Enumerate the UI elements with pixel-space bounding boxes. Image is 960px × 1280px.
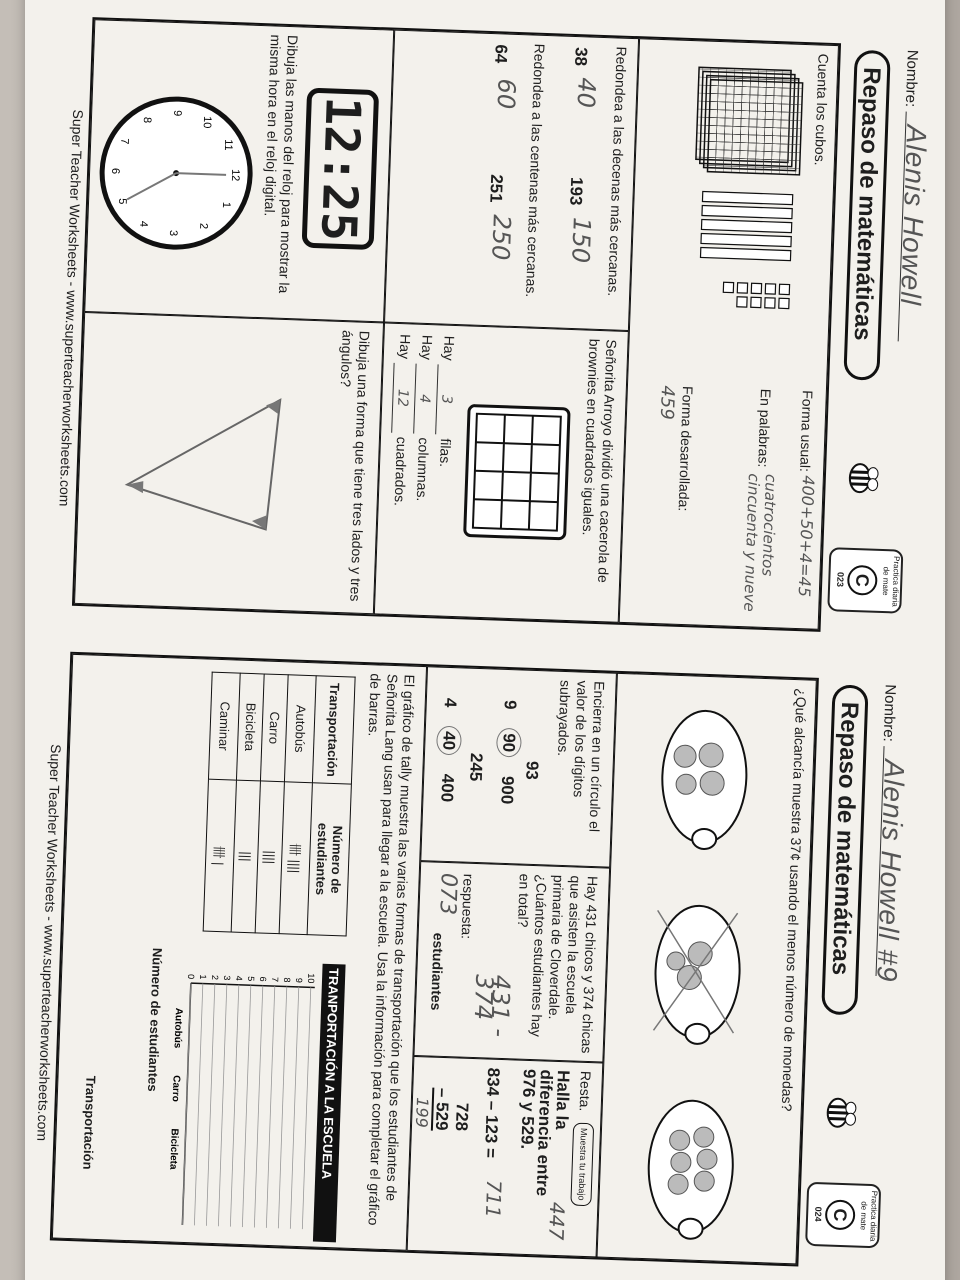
hundreds-prompt: Redondea a las centenas más cercanas. <box>522 43 548 298</box>
place-value-prompt: Encierra en un círculo el valor de los dígitos subrayados. <box>554 679 608 833</box>
tally-marks: ||| <box>231 780 260 933</box>
cols-post: columnas. <box>413 437 433 502</box>
shape-prompt: Dibuja una forma que tiene tres lados y tres ángulos? <box>337 329 373 602</box>
student-name: Alenis Howell <box>894 124 933 307</box>
tally-mode: Autobús <box>284 675 316 783</box>
option-245-1: 40 <box>436 726 462 756</box>
y-tick-label: 3 <box>221 975 233 981</box>
hundreds-answer-1: 60 <box>491 78 521 110</box>
rows-answer: 3 <box>435 364 455 435</box>
count-cubes-prompt: Cuenta los cubos. <box>811 53 832 166</box>
tally-mode: Bicicleta <box>236 673 264 781</box>
clock-number: 9 <box>171 109 184 117</box>
clock-number: 2 <box>197 222 210 230</box>
count-cubes-section <box>619 38 839 630</box>
show-work-badge: Muestra tu trabajo <box>570 1123 594 1206</box>
students-section <box>413 861 610 1063</box>
x-tick-label: Bicicleta <box>167 1128 180 1170</box>
subtract-problem-1: 834 – 123 = <box>480 1067 504 1159</box>
cols-line <box>411 335 436 502</box>
option-93-2: 900 <box>497 775 518 805</box>
words-answer: cuatrocientos cincuenta y nueve <box>740 473 780 612</box>
y-tick-label: 4 <box>233 975 245 981</box>
bee-icon <box>841 458 882 499</box>
grid-line <box>302 987 310 1229</box>
x-tick-label: Autobús <box>171 1007 184 1049</box>
squares-answer: 12 <box>391 363 411 434</box>
option-93-1: 90 <box>496 728 522 758</box>
badge-number: 023 <box>835 571 846 588</box>
option-93-0: 9 <box>500 699 520 710</box>
tally-marks: 卌 |||| <box>279 782 312 935</box>
tally-prompt: El gráfico de tally muestra las varias formas de transportación que los estudiantes de Señorita Lang usan para llegar a la escuela. Usa la información para completar el gráfico de barras. <box>365 673 418 1226</box>
grid-line <box>218 984 226 1226</box>
tens-answer-2: 150 <box>566 216 596 264</box>
tally-marks: |||| <box>255 781 284 934</box>
clock-section <box>84 19 394 322</box>
subtraction-section <box>407 1056 604 1258</box>
subtract-answer-1: 711 <box>480 1179 507 1219</box>
grid-line <box>266 986 274 1228</box>
problem-grid-2 <box>50 652 819 1267</box>
grid-line <box>206 984 214 1226</box>
clock-prompt: Dibuja las manos del reloj para mostrar la misma hora en el reloj digital. <box>261 34 301 294</box>
rows-post: filas. <box>437 438 455 468</box>
rounding-section <box>384 30 639 331</box>
bar-chart-xlabel: Transportación <box>80 1075 99 1170</box>
expanded-answer: 459 <box>655 385 678 421</box>
clock-number: 3 <box>166 229 180 237</box>
options-93 <box>498 700 519 805</box>
students-prompt: Hay 431 chicos y 374 chicas que asisten la escuela primaria de Cloverdale. ¿Cuántos estudiantes hay en total? <box>515 873 601 1054</box>
cols-answer: 4 <box>413 363 433 434</box>
x-tick-label: Carro <box>169 1074 182 1103</box>
tally-mode: Caminar <box>208 672 240 780</box>
brownie-pan <box>458 401 573 545</box>
clock-number: 7 <box>118 138 131 145</box>
standard-form-answer: 400+50+4=45 <box>794 475 818 598</box>
y-axis <box>191 983 315 987</box>
practice-badge-2 <box>805 1182 881 1249</box>
clock-number: 1 <box>219 201 233 209</box>
tally-header-mode: Transportación <box>312 676 355 784</box>
students-work: 431 - 374 <box>468 973 516 1038</box>
footer-credit-2: Super Teacher Worksheets - www.superteacherworksheets.com <box>34 743 65 1142</box>
page-title: Repaso de matemáticas <box>843 50 890 381</box>
grid-line <box>254 986 262 1228</box>
footer-credit: Super Teacher Worksheets - www.superteacherworksheets.com <box>56 109 87 507</box>
clock-number: 10 <box>200 115 214 129</box>
y-tick-label: 0 <box>185 973 197 980</box>
subtract-top: 728 <box>451 1102 472 1132</box>
squares-post: cuadrados. <box>391 436 411 507</box>
badge-letter: C <box>847 565 878 596</box>
badge-letter-2: C <box>825 1199 856 1230</box>
bar-chart <box>160 958 319 1233</box>
subtract-answer-2: 199 <box>411 1096 433 1129</box>
option-245-0: 4 <box>440 697 460 708</box>
clock-number: 11 <box>221 138 235 151</box>
grid-line <box>278 986 286 1228</box>
y-tick-label: 5 <box>245 976 257 982</box>
piggy-bank-c <box>636 1085 752 1249</box>
page-title-2: Repaso de matemáticas <box>821 684 868 1015</box>
options-245 <box>438 698 459 803</box>
clock-number: 12 <box>228 168 242 182</box>
y-tick-label: 10 <box>305 973 317 984</box>
hundreds-answer-2: 250 <box>486 214 516 261</box>
practice-badge <box>827 547 903 614</box>
piggy-bank-b <box>643 890 759 1054</box>
tally-header-count: Número de estudiantes <box>307 783 351 936</box>
answer-unit: estudiantes <box>428 932 447 1011</box>
badge-number-2: 024 <box>812 1206 824 1222</box>
worksheet-024 <box>18 635 919 1280</box>
hundreds-number-1: 64 <box>491 44 511 64</box>
clock-number: 4 <box>137 220 150 228</box>
y-tick-label: 6 <box>257 976 269 982</box>
number-245: 245 <box>466 752 487 782</box>
option-245-2: 400 <box>437 773 458 803</box>
y-tick-label: 2 <box>209 974 221 981</box>
badge-caption: Practica diaria de mate <box>880 555 902 607</box>
brownies-prompt: Señorita Arroyo dividió una cacerola de brownies en cuadrados iguales. <box>579 338 620 584</box>
name-label: Nombre: <box>901 49 921 108</box>
grid-line <box>194 984 202 1226</box>
problem-grid <box>72 17 841 632</box>
piggy-section <box>597 673 817 1265</box>
expanded-label: Forma desarrollada: <box>675 385 696 512</box>
student-name-2: Alenis Howell #9 <box>871 759 911 983</box>
rotated-worksheets <box>18 0 941 1280</box>
digital-clock: 12:25 <box>302 88 380 250</box>
answer-label: respuesta: <box>458 873 477 940</box>
number-93: 93 <box>522 760 542 781</box>
difference-answer: 447 <box>544 1201 570 1241</box>
y-tick-label: 1 <box>197 974 209 980</box>
tens-number-2: 193 <box>566 176 587 206</box>
piggy-prompt: ¿Qué alcancía muestra 37¢ usando el menos número de monedas? <box>778 687 810 1112</box>
tally-marks: 卌 | <box>203 779 236 932</box>
base-ten-blocks <box>647 60 807 365</box>
words-label: En palabras: <box>755 388 774 468</box>
tally-mode: Carro <box>260 674 288 782</box>
y-tick-label: 7 <box>269 976 281 983</box>
grid-line <box>242 985 250 1227</box>
bee-icon <box>819 1092 860 1133</box>
clock-number: 6 <box>109 167 122 175</box>
hundreds-number-2: 251 <box>486 173 507 203</box>
tally-table <box>203 672 356 937</box>
bar-chart-ylabel: Número de estudiantes <box>145 947 166 1092</box>
shape-section <box>74 312 384 614</box>
rows-pre: Hay <box>440 335 458 361</box>
y-tick-label: 8 <box>281 977 293 983</box>
squares-pre: Hay <box>396 333 414 360</box>
y-tick-label: 9 <box>293 977 305 984</box>
piggy-bank-a <box>650 695 766 859</box>
name-label-2: Nombre: <box>879 684 899 743</box>
drawn-triangle <box>105 374 311 551</box>
clock-number: 8 <box>140 116 154 124</box>
tens-prompt: Redondea a las decenas más cercanas. <box>605 46 630 297</box>
subtract-bottom: – 529 <box>431 1087 453 1131</box>
grid-line <box>230 985 238 1227</box>
bar-chart-title: TRANPORTACIÓN A LA ESCUELA <box>313 964 346 1243</box>
grid-line <box>182 983 190 1225</box>
tens-number-1: 38 <box>571 46 591 67</box>
squares-line <box>389 334 414 507</box>
brownies-section <box>374 322 629 622</box>
answer-value: 073 <box>434 872 461 916</box>
difference-prompt: Halla la diferencia entre 976 y 529. <box>517 1068 574 1197</box>
grid-line <box>290 987 298 1229</box>
clock-number: 5 <box>116 197 129 205</box>
analog-clock <box>93 90 258 255</box>
place-value-section <box>420 666 617 868</box>
badge-caption-2: Practica diaria de mate <box>858 1190 880 1242</box>
worksheet-023 <box>41 0 942 645</box>
standard-form-label: Forma usual: <box>797 390 816 473</box>
rows-line <box>434 335 458 467</box>
subtract-label: Resta. <box>576 1070 595 1112</box>
transportation-section <box>52 654 427 1251</box>
cols-pre: Hay <box>418 334 436 361</box>
tens-answer-1: 40 <box>571 76 601 109</box>
